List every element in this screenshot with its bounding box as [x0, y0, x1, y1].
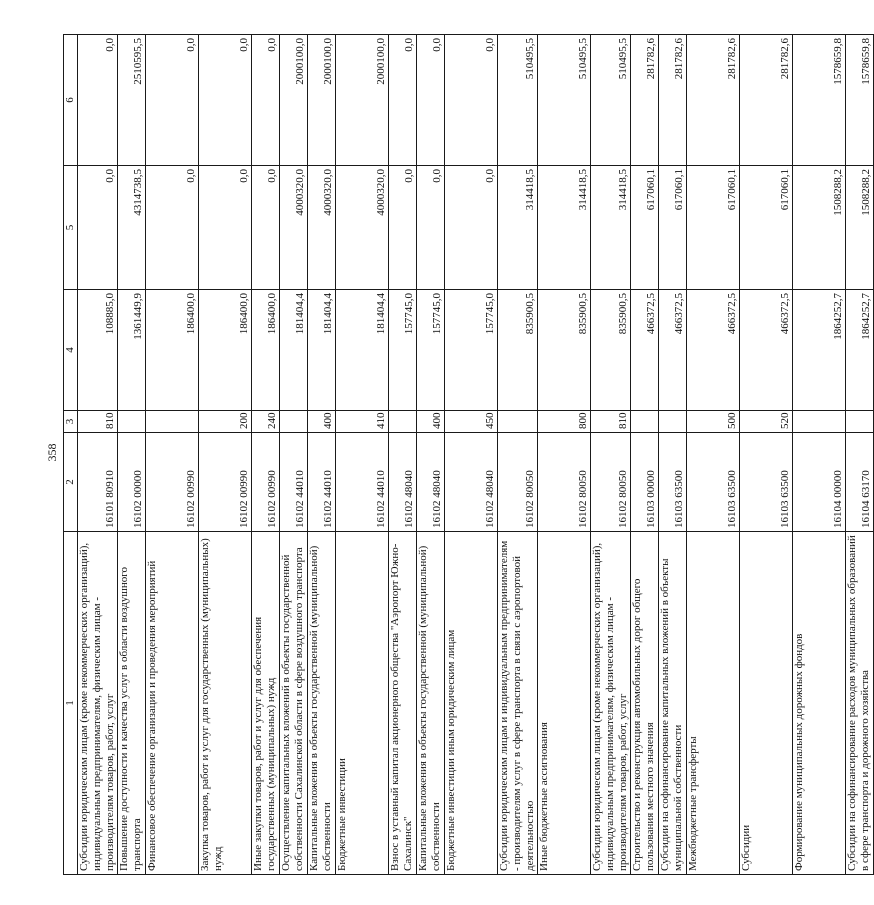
table-row [631, 35, 659, 875]
row-value-col6: 0,0 [146, 35, 199, 166]
row-name: Закупка товаров, работ и услуг для государственных (муниципальных) нужд [199, 532, 252, 875]
row-name: Капитальные вложения в объекты государственной (муниципальной) собственности [308, 532, 336, 875]
row-code: 16102 44010 [280, 433, 308, 532]
row-value-col5: 314418,5 [498, 166, 538, 290]
row-code: 16101 80910 [78, 433, 118, 532]
row-value-col6: 510495,5 [498, 35, 538, 166]
row-value-col5: 314418,5 [538, 166, 591, 290]
row-code: 16102 44010 [336, 433, 389, 532]
row-value-col4: 157745,0 [445, 290, 498, 411]
row-code: 16102 48040 [417, 433, 445, 532]
row-value-col5: 617060,1 [740, 166, 793, 290]
row-name: Субсидии юридическим лицам (кроме некоммерческих организаций), индивидуальным предпринимателям, физическим лицам - производителям товаров, работ, услуг [78, 532, 118, 875]
table-row [445, 35, 498, 875]
row-name: Финансовое обеспечение организации и проведения мероприятий [146, 532, 199, 875]
row-value-col6: 0,0 [417, 35, 445, 166]
row-value-col4: 466372,5 [740, 290, 793, 411]
row-value-col5: 0,0 [445, 166, 498, 290]
row-value-col6: 510495,5 [591, 35, 631, 166]
table-row [591, 35, 631, 875]
row-value-col5: 0,0 [252, 166, 280, 290]
row-value-col4: 835900,5 [591, 290, 631, 411]
table-row [659, 35, 687, 875]
row-value-col5: 617060,1 [687, 166, 740, 290]
row-code: 16102 00000 [118, 433, 146, 532]
row-value-col6: 2510595,5 [118, 35, 146, 166]
row-name: Осуществление капитальных вложений в объекты государственной собственности Сахалинской области в сфере воздушного транспорта [280, 532, 308, 875]
row-value-col6: 0,0 [252, 35, 280, 166]
row-name: Субсидии [740, 532, 793, 875]
row-code: 16102 80050 [498, 433, 538, 532]
row-expense-type: 200 [199, 411, 252, 433]
row-expense-type [846, 411, 874, 433]
row-name: Субсидии на софинансирование капитальных вложений в объекты муниципальной собственности [659, 532, 687, 875]
row-value-col5: 0,0 [389, 166, 417, 290]
row-name: Формирование муниципальных дорожных фондов [793, 532, 846, 875]
column-header: 3 [64, 411, 78, 433]
row-expense-type [280, 411, 308, 433]
table-row [252, 35, 280, 875]
row-value-col6: 0,0 [389, 35, 417, 166]
table-row [793, 35, 846, 875]
row-value-col5: 314418,5 [591, 166, 631, 290]
row-value-col4: 186400,0 [199, 290, 252, 411]
row-value-col4: 466372,5 [659, 290, 687, 411]
row-value-col6: 2000100,0 [280, 35, 308, 166]
row-value-col5: 1508288,2 [793, 166, 846, 290]
row-code: 16103 00000 [631, 433, 659, 532]
row-expense-type: 240 [252, 411, 280, 433]
row-expense-type: 400 [417, 411, 445, 433]
row-value-col6: 281782,6 [631, 35, 659, 166]
row-value-col5: 1508288,2 [846, 166, 874, 290]
row-value-col6: 0,0 [445, 35, 498, 166]
row-value-col6: 0,0 [78, 35, 118, 166]
row-value-col5: 4000320,0 [336, 166, 389, 290]
row-value-col6: 281782,6 [740, 35, 793, 166]
row-name: Субсидии юридическим лицам и индивидуальным предпринимателям - производителям услуг в сфере транспорта в связи с аэропортовой деятельностью [498, 532, 538, 875]
row-value-col4: 835900,5 [538, 290, 591, 411]
row-value-col5: 617060,1 [631, 166, 659, 290]
row-name: Межбюджетные трансферты [687, 532, 740, 875]
row-name: Субсидии на софинансирование расходов муниципальных образований в сфере транспорта и дорожного хозяйства [846, 532, 874, 875]
rotated-page [45, 0, 872, 905]
table-row [78, 35, 118, 875]
row-value-col6: 510495,5 [538, 35, 591, 166]
row-value-col4: 1864252,7 [846, 290, 874, 411]
row-value-col4: 186400,0 [146, 290, 199, 411]
table-row [538, 35, 591, 875]
row-code: 16102 80050 [538, 433, 591, 532]
row-code: 16102 00990 [199, 433, 252, 532]
row-value-col4: 466372,5 [631, 290, 659, 411]
row-value-col5: 0,0 [78, 166, 118, 290]
row-value-col5: 4314738,5 [118, 166, 146, 290]
row-code: 16102 80050 [591, 433, 631, 532]
row-name: Субсидии юридическим лицам (кроме некоммерческих организаций), индивидуальным предпринимателям, физическим лицам - производителям товаров, работ, услуг [591, 532, 631, 875]
header-row [64, 35, 78, 875]
row-value-col4: 181404,4 [308, 290, 336, 411]
table-row [846, 35, 874, 875]
row-value-col4: 181404,4 [280, 290, 308, 411]
row-value-col4: 181404,4 [336, 290, 389, 411]
row-expense-type [118, 411, 146, 433]
row-value-col5: 0,0 [199, 166, 252, 290]
row-expense-type [498, 411, 538, 433]
row-expense-type: 500 [687, 411, 740, 433]
row-name: Иные бюджетные ассигнования [538, 532, 591, 875]
row-code: 16102 00990 [252, 433, 280, 532]
row-value-col4: 108885,0 [78, 290, 118, 411]
table-row [740, 35, 793, 875]
row-code: 16103 63500 [687, 433, 740, 532]
table-row [336, 35, 389, 875]
row-value-col6: 2000100,0 [336, 35, 389, 166]
row-expense-type: 450 [445, 411, 498, 433]
column-header: 5 [64, 166, 78, 290]
row-value-col6: 0,0 [199, 35, 252, 166]
table-row [687, 35, 740, 875]
row-expense-type: 520 [740, 411, 793, 433]
row-value-col4: 835900,5 [498, 290, 538, 411]
column-header: 2 [64, 433, 78, 532]
row-value-col5: 0,0 [146, 166, 199, 290]
table-row [146, 35, 199, 875]
row-name: Повышение доступности и качества услуг в области воздушного транспорта [118, 532, 146, 875]
row-expense-type: 400 [308, 411, 336, 433]
row-expense-type: 810 [591, 411, 631, 433]
row-name: Капитальные вложения в объекты государственной (муниципальной) собственности [417, 532, 445, 875]
row-expense-type [389, 411, 417, 433]
row-value-col4: 186400,0 [252, 290, 280, 411]
row-expense-type [631, 411, 659, 433]
table-row [389, 35, 417, 875]
row-expense-type [146, 411, 199, 433]
row-value-col6: 1578659,8 [846, 35, 874, 166]
table-row [498, 35, 538, 875]
row-value-col4: 1864252,7 [793, 290, 846, 411]
row-expense-type: 810 [78, 411, 118, 433]
row-expense-type [659, 411, 687, 433]
table-row [280, 35, 308, 875]
budget-table [63, 34, 874, 875]
row-value-col5: 4000320,0 [308, 166, 336, 290]
table-row [417, 35, 445, 875]
row-value-col6: 281782,6 [687, 35, 740, 166]
row-code: 16103 63500 [740, 433, 793, 532]
row-expense-type: 410 [336, 411, 389, 433]
row-expense-type: 800 [538, 411, 591, 433]
row-code: 16103 63500 [659, 433, 687, 532]
row-name: Взнос в уставный капитал акционерного общества "Аэропорт Южно-Сахалинск" [389, 532, 417, 875]
row-name: Иные закупки товаров, работ и услуг для обеспечения государственных (муниципальных) нужд [252, 532, 280, 875]
column-header: 4 [64, 290, 78, 411]
table-row [308, 35, 336, 875]
row-value-col4: 157745,0 [389, 290, 417, 411]
row-code: 16102 00990 [146, 433, 199, 532]
table-row [118, 35, 146, 875]
row-value-col6: 281782,6 [659, 35, 687, 166]
table-row [199, 35, 252, 875]
row-code: 16102 48040 [445, 433, 498, 532]
row-value-col6: 1578659,8 [793, 35, 846, 166]
row-name: Бюджетные инвестиции иным юридическим лицам [445, 532, 498, 875]
row-value-col5: 4000320,0 [280, 166, 308, 290]
row-expense-type [793, 411, 846, 433]
row-value-col5: 617060,1 [659, 166, 687, 290]
page-number: 358 [45, 443, 59, 462]
row-code: 16104 00000 [793, 433, 846, 532]
column-header: 1 [64, 532, 78, 875]
row-code: 16102 48040 [389, 433, 417, 532]
row-value-col5: 0,0 [417, 166, 445, 290]
row-code: 16104 63170 [846, 433, 874, 532]
column-header: 6 [64, 35, 78, 166]
row-code: 16102 44010 [308, 433, 336, 532]
row-value-col6: 2000100,0 [308, 35, 336, 166]
row-value-col4: 1361449,9 [118, 290, 146, 411]
row-value-col4: 157745,0 [417, 290, 445, 411]
row-name: Бюджетные инвестиции [336, 532, 389, 875]
row-value-col4: 466372,5 [687, 290, 740, 411]
row-name: Строительство и реконструкция автомобильных дорог общего пользования местного значения [631, 532, 659, 875]
